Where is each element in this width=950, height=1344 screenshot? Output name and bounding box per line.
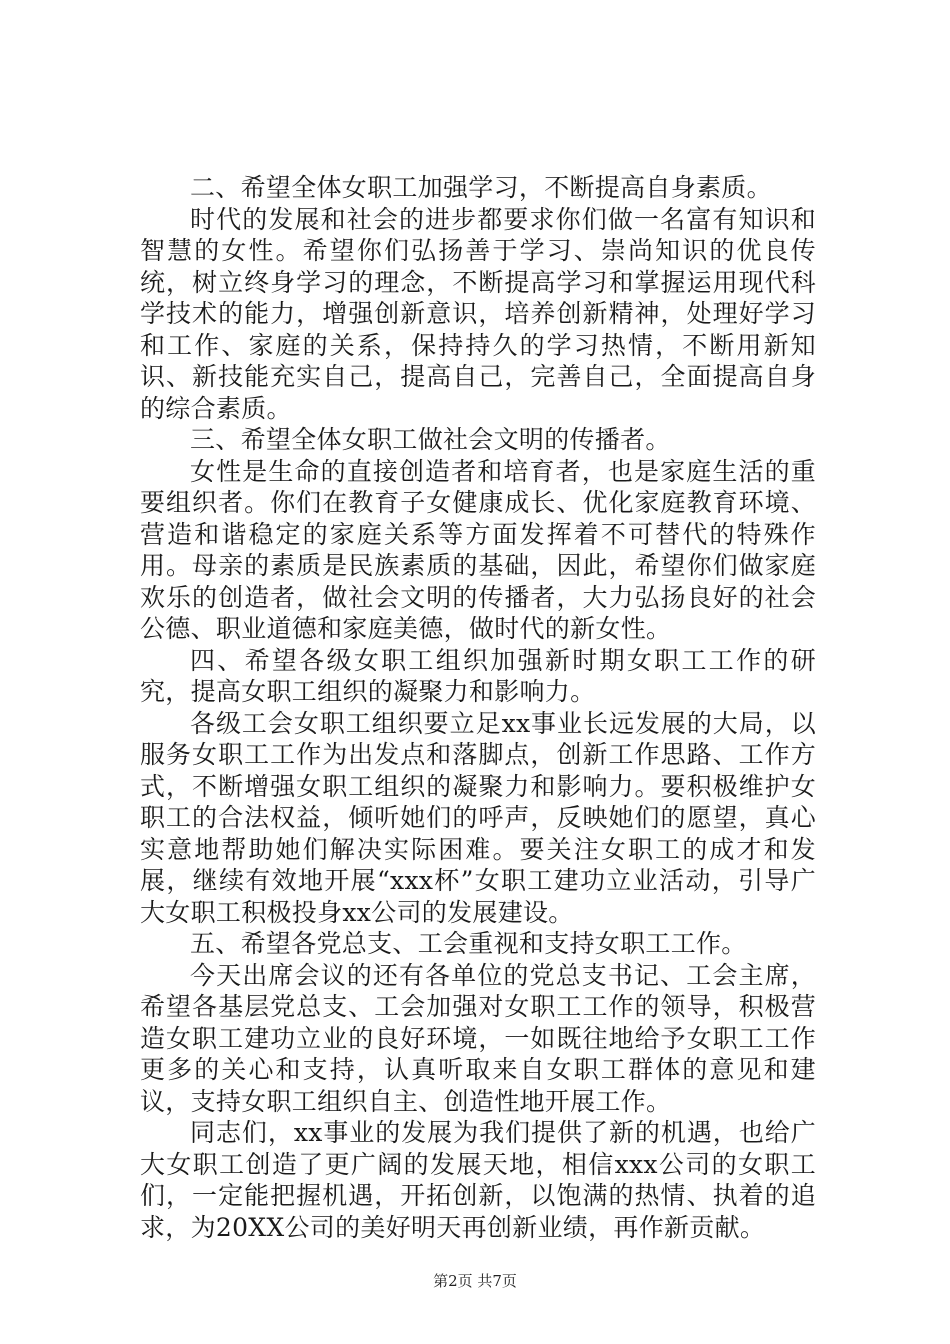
- paragraph-heading-5: 五、希望各党总支、工会重视和支持女职工工作。: [190, 929, 747, 958]
- paragraph-learning: 时代的发展和社会的进步都要求你们做一名富有知识和智慧的女性。希望你们弘扬善于学习、崇尚知识的优良传统，树立终身学习的理念，不断提高学习和掌握运用现代科学技术的能力，增强创新意识，培养创新精神，处理好学习和工作、家庭的关系，保持持久的学习热情，不断用新知识、新技能充实自己，提高自己，完善自己，全面提高自身的综合素质。: [140, 204, 816, 423]
- paragraph-closing: 同志们，xx事业的发展为我们提供了新的机遇，也给广大女职工创造了更广阔的发展天地，相信xxx公司的女职工们，一定能把握机遇，开拓创新，以饱满的热情、执着的追求，为20XX公司的美好明天再创新业绩，再作新贡献。: [140, 1118, 816, 1242]
- paragraph-support: 今天出席会议的还有各单位的党总支书记、工会主席，希望各基层党总支、工会加强对女职工工作的领导，积极营造女职工建功立业的良好环境，一如既往地给予女职工工作更多的关心和支持，认真听取来自女职工群体的意见和建议，支持女职工组织自主、创造性地开展工作。: [140, 960, 816, 1116]
- paragraph-heading-3: 三、希望全体女职工做社会文明的传播者。: [190, 425, 671, 454]
- paragraph-heading-2: 二、希望全体女职工加强学习，不断提高自身素质。: [190, 173, 772, 202]
- page-number-footer: 第2页 共7页: [433, 1272, 517, 1290]
- paragraph-organization: 各级工会女职工组织要立足xx事业长远发展的大局，以服务女职工工作为出发点和落脚点，创新工作思路、工作方式，不断增强女职工组织的凝聚力和影响力。要积极维护女职工的合法权益，倾听她们的呼声，反映她们的愿望，真心实意地帮助她们解决实际困难。要关注女职工的成才和发展，继续有效地开展“xxx杯”女职工建功立业活动，引导广大女职工积极投身xx公司的发展建设。: [140, 708, 816, 927]
- paragraph-civilization: 女性是生命的直接创造者和培育者，也是家庭生活的重要组织者。你们在教育子女健康成长、优化家庭教育环境、营造和谐稳定的家庭关系等方面发挥着不可替代的特殊作用。母亲的素质是民族素质的基础，因此，希望你们做家庭欢乐的创造者，做社会文明的传播者，大力弘扬良好的社会公德、职业道德和家庭美德，做时代的新女性。: [140, 456, 816, 643]
- document-body: [140, 172, 816, 1243]
- paragraph-heading-4: 四、希望各级女职工组织加强新时期女职工工作的研究，提高女职工组织的凝聚力和影响力。: [140, 645, 816, 706]
